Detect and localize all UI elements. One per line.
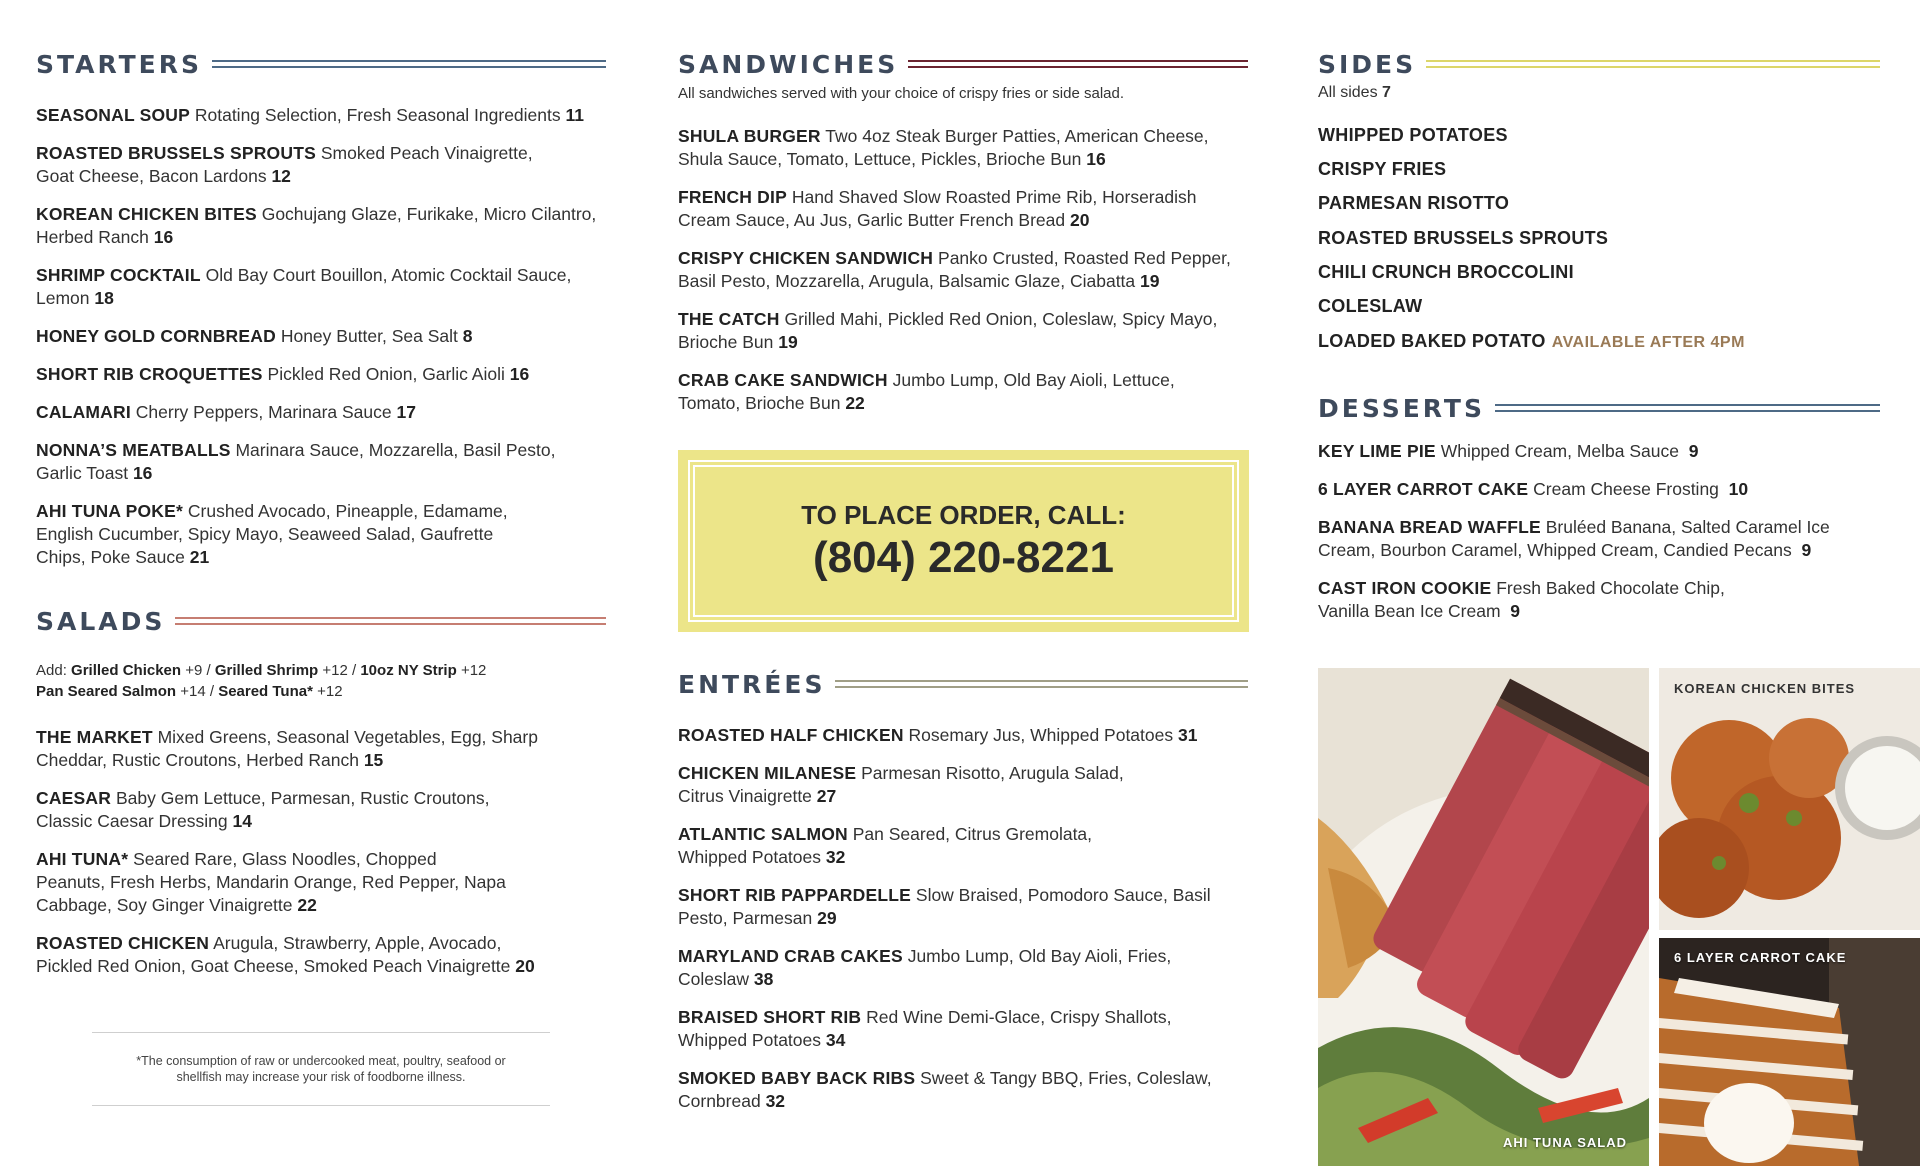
column-middle — [678, 0, 1248, 1166]
menu-item: ROASTED CHICKEN Arugula, Strawberry, Apple, Avocado, Pickled Red Onion, Goat Cheese, Smoked Peach Vinaigrette 20 — [36, 933, 535, 976]
menu-item: ROASTED BRUSSELS SPROUTS Smoked Peach Vinaigrette, Goat Cheese, Bacon Lardons 12 — [36, 143, 533, 186]
order-call-box — [678, 450, 1249, 632]
desserts-title: DESSERTS — [1318, 393, 1485, 423]
salad-addons: Add: Grilled Chicken +9 / Grilled Shrimp +12 / 10oz NY Strip +12 Pan Seared Salmon +14 / Seared Tuna* +12 — [36, 662, 487, 700]
menu-item: 6 LAYER CARROT CAKE Cream Cheese Frosting 10 — [1318, 479, 1749, 499]
salads-header — [36, 601, 606, 641]
menu-item: SHORT RIB PAPPARDELLE Slow Braised, Pomodoro Sauce, Basil Pesto, Parmesan 29 — [678, 885, 1211, 928]
menu-item: BRAISED SHORT RIB Red Wine Demi-Glace, Crispy Shallots, Whipped Potatoes 34 — [678, 1007, 1172, 1050]
entrees-title: ENTRÉES — [678, 669, 826, 699]
photo-caption: AHI TUNA SALAD — [1502, 1135, 1627, 1150]
starters-rule — [212, 60, 606, 68]
sandwiches-title: SANDWICHES — [678, 49, 899, 79]
sandwiches-note: All sandwiches served with your choice of crispy fries or side salad. — [678, 85, 1125, 102]
side-item: PARMESAN RISOTTO — [1318, 193, 1510, 213]
menu-item: BANANA BREAD WAFFLE Bruléed Banana, Salted Caramel Ice Cream, Bourbon Caramel, Whipped Cream, Candied Pecans 9 — [1318, 517, 1830, 560]
desserts-rule — [1495, 404, 1880, 412]
column-left — [36, 0, 606, 1166]
sandwiches-rule — [908, 60, 1248, 68]
menu-item: THE MARKET Mixed Greens, Seasonal Vegetables, Egg, Sharp Cheddar, Rustic Croutons, Herbed Ranch 15 — [36, 727, 538, 770]
side-item: CRISPY FRIES — [1318, 159, 1447, 179]
side-item: LOADED BAKED POTATO AVAILABLE AFTER 4PM — [1318, 331, 1745, 351]
salads-title: SALADS — [36, 606, 166, 636]
sandwiches-header — [678, 44, 1248, 84]
carrot-cake-photo — [1659, 938, 1920, 1166]
menu-item: SMOKED BABY BACK RIBS Sweet & Tangy BBQ, Fries, Coleslaw, Cornbread 32 — [678, 1068, 1212, 1111]
menu-item: SEASONAL SOUP Rotating Selection, Fresh Seasonal Ingredients 11 — [36, 105, 585, 125]
menu-item: ROASTED HALF CHICKEN Rosemary Jus, Whipped Potatoes 31 — [678, 725, 1198, 745]
salads-rule — [175, 617, 606, 625]
photo-caption: 6 LAYER CARROT CAKE — [1674, 950, 1847, 965]
menu-item: SHORT RIB CROQUETTES Pickled Red Onion, Garlic Aioli 16 — [36, 364, 530, 384]
side-item: COLESLAW — [1318, 296, 1423, 316]
menu-item: CHICKEN MILANESE Parmesan Risotto, Arugula Salad, Citrus Vinaigrette 27 — [678, 763, 1124, 806]
side-item: WHIPPED POTATOES — [1318, 125, 1508, 145]
sides-header — [1318, 44, 1880, 84]
side-item: CHILI CRUNCH BROCCOLINI — [1318, 262, 1574, 282]
disclaimer: *The consumption of raw or undercooked meat, poultry, seafood or shellfish may increase your risk of foodborne illness. — [92, 1032, 550, 1106]
column-right — [1318, 0, 1920, 1166]
menu-item: CRISPY CHICKEN SANDWICH Panko Crusted, Roasted Red Pepper, Basil Pesto, Mozzarella, Arugula, Balsamic Glaze, Ciabatta 19 — [678, 248, 1231, 291]
side-item: ROASTED BRUSSELS SPROUTS — [1318, 228, 1609, 248]
menu-item: SHULA BURGER Two 4oz Steak Burger Patties, American Cheese, Shula Sauce, Tomato, Lettuce, Pickles, Brioche Bun 16 — [678, 126, 1209, 169]
order-call-label: TO PLACE ORDER, CALL: — [801, 499, 1126, 530]
menu-item: HONEY GOLD CORNBREAD Honey Butter, Sea Salt 8 — [36, 326, 473, 346]
entrees-rule — [835, 680, 1248, 688]
entrees-header — [678, 664, 1248, 704]
menu-item: CAESAR Baby Gem Lettuce, Parmesan, Rustic Croutons, Classic Caesar Dressing 14 — [36, 788, 490, 831]
menu-item: KEY LIME PIE Whipped Cream, Melba Sauce 9 — [1318, 441, 1699, 461]
menu-item: CAST IRON COOKIE Fresh Baked Chocolate Chip, Vanilla Bean Ice Cream 9 — [1318, 578, 1725, 621]
menu-item: CRAB CAKE SANDWICH Jumbo Lump, Old Bay Aioli, Lettuce, Tomato, Brioche Bun 22 — [678, 370, 1175, 413]
menu-item: THE CATCH Grilled Mahi, Pickled Red Onion, Coleslaw, Spicy Mayo, Brioche Bun 19 — [678, 309, 1218, 352]
menu-item: KOREAN CHICKEN BITES Gochujang Glaze, Furikake, Micro Cilantro, Herbed Ranch 16 — [36, 204, 597, 247]
ahi-tuna-salad-photo — [1318, 668, 1649, 1166]
menu-item: AHI TUNA POKE* Crushed Avocado, Pineapple, Edamame, English Cucumber, Spicy Mayo, Seaweed Salad, Gaufrette Chips, Poke Sauce 21 — [36, 501, 508, 567]
availability-note: AVAILABLE AFTER 4PM — [1551, 334, 1745, 351]
sides-note: All sides 7 — [1318, 84, 1391, 101]
sides-title: SIDES — [1318, 49, 1417, 79]
menu-item: CALAMARI Cherry Peppers, Marinara Sauce 17 — [36, 402, 416, 422]
desserts-header — [1318, 388, 1880, 428]
menu-item: SHRIMP COCKTAIL Old Bay Court Bouillon, Atomic Cocktail Sauce, Lemon 18 — [36, 265, 572, 308]
menu-item: MARYLAND CRAB CAKES Jumbo Lump, Old Bay Aioli, Fries, Coleslaw 38 — [678, 946, 1172, 989]
starters-title: STARTERS — [36, 49, 202, 79]
order-phone-number[interactable]: (804) 220-8221 — [813, 532, 1114, 582]
menu-item: AHI TUNA* Seared Rare, Glass Noodles, Chopped Peanuts, Fresh Herbs, Mandarin Orange, Red Pepper, Napa Cabbage, Soy Ginger Vinaigrette 22 — [36, 849, 506, 915]
order-call-frame — [688, 460, 1239, 622]
menu-item: ATLANTIC SALMON Pan Seared, Citrus Gremolata, Whipped Potatoes 32 — [678, 824, 1093, 867]
menu-item: NONNA’S MEATBALLS Marinara Sauce, Mozzarella, Basil Pesto, Garlic Toast 16 — [36, 440, 556, 483]
starters-header — [36, 44, 606, 84]
photo-caption: KOREAN CHICKEN BITES — [1674, 681, 1856, 696]
korean-chicken-bites-photo — [1659, 668, 1920, 930]
menu-item: FRENCH DIP Hand Shaved Slow Roasted Prime Rib, Horseradish Cream Sauce, Au Jus, Garlic Butter French Bread 20 — [678, 187, 1197, 230]
sides-rule — [1426, 60, 1880, 68]
